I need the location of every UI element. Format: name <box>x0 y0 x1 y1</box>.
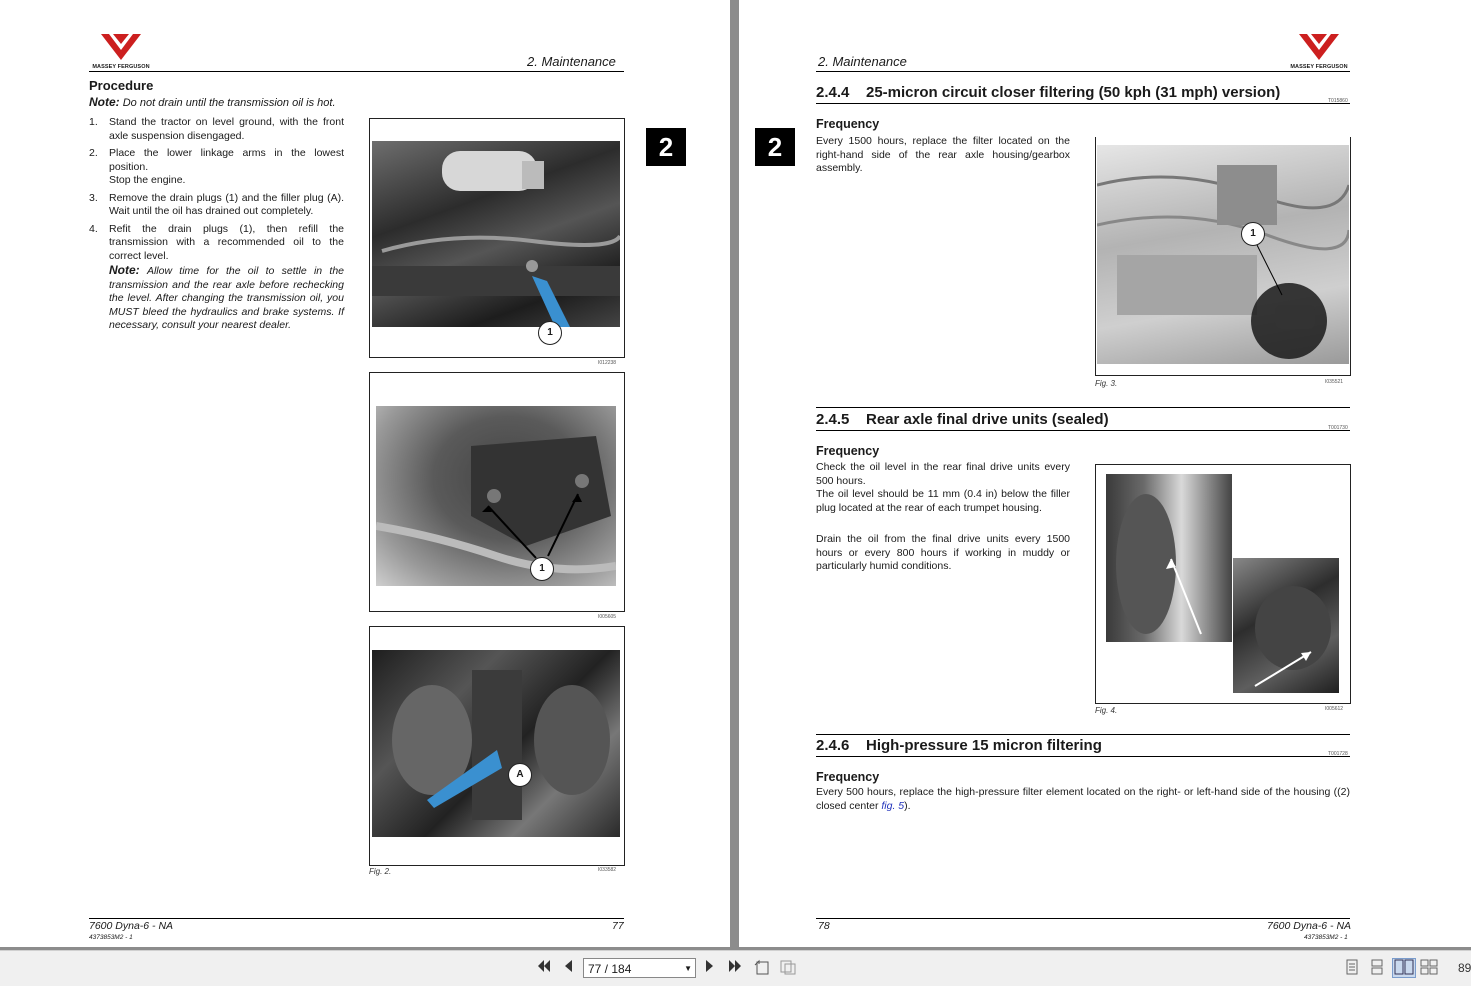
figure-caption: Fig. 2. <box>369 867 392 876</box>
intro-note <box>89 95 336 109</box>
right-page <box>739 0 1471 947</box>
figure-drain-plug <box>369 118 625 358</box>
chapter-tab: 2 <box>755 128 795 166</box>
two-page-continuous-icon <box>1420 959 1438 975</box>
header-rule <box>89 71 624 72</box>
frequency-heading: Frequency <box>816 117 880 131</box>
step-1: 1. Stand the tractor on level ground, with the front axle suspension disengaged. <box>89 116 344 142</box>
photo <box>372 141 620 327</box>
section-rule <box>816 103 1350 104</box>
page-indicator: 77 / 184 <box>588 962 632 976</box>
step-4-note: Note: Allow time for the oil to settle in the transmission and the rear axle before rechecking the level. After changing the transmission oil, you MUST bleed the hydraulics and brake systems. If necessary, consult your nearest dealer. <box>109 263 345 331</box>
header-title: 2. Maintenance <box>527 54 616 69</box>
first-page-icon <box>536 959 552 973</box>
callout-label: 1 <box>538 321 562 345</box>
section-text-2: The oil level should be 11 mm (0.4 in) below the filler plug located at the rear of each trumpet housing. <box>816 488 1070 514</box>
previous-page-icon <box>562 959 574 973</box>
figure-code: I033582 <box>598 867 617 873</box>
photo <box>372 650 620 837</box>
section-text: Every 500 hours, replace the high-pressure filter element located on the right- or left-hand side of the housing ((2) closed center fig. 5). <box>816 786 1350 812</box>
figure-code: I005612 <box>1325 706 1344 712</box>
header-rule <box>816 71 1350 72</box>
viewer-toolbar <box>0 950 1471 986</box>
footer-code: 4373853M2 - 1 <box>1304 934 1348 941</box>
figure-caption: Fig. 3. <box>1095 379 1118 388</box>
note-text: Do not drain until the transmission oil is hot. <box>122 97 336 109</box>
step-4: 4. Refit the drain plugs (1), then refill the transmission with a recommended oil to the correct level. Note: Allow time for the oil to settle in the transmission and the rear axle before rechecking the level. After changing the transmission oil, you MUST bleed the hydraulics and brake systems. If necessary, consult your nearest dealer. <box>89 222 345 331</box>
header-title: 2. Maintenance <box>818 54 907 69</box>
fit-button[interactable] <box>779 959 797 977</box>
section-ref: T001730 <box>1328 425 1348 431</box>
footer-rule <box>89 918 624 919</box>
figure-code: I012238 <box>598 360 617 366</box>
section-rule-top <box>816 734 1350 735</box>
photo-right <box>1233 558 1339 693</box>
section-text-1: Check the oil level in the rear final drive units every 500 hours. <box>816 461 1070 487</box>
next-page-button[interactable] <box>701 959 719 977</box>
fig-5-link[interactable]: fig. 5 <box>881 799 905 812</box>
footer-code: 4373853M2 - 1 <box>89 934 133 941</box>
single-page-view-button[interactable] <box>1343 959 1361 977</box>
footer-title: 7600 Dyna-6 - NA <box>1267 920 1352 932</box>
two-page-view-button[interactable] <box>1392 958 1416 978</box>
first-page-button[interactable] <box>535 959 553 977</box>
section-text-3: Drain the oil from the final drive units every 1500 hours or every 800 hours if working in muddy or particularly humid conditions. <box>816 533 1070 572</box>
brand-name: MASSEY FERGUSON <box>92 64 150 70</box>
footer-title: 7600 Dyna-6 - NA <box>89 920 174 932</box>
page-number-input[interactable] <box>583 958 696 978</box>
brand-name: MASSEY FERGUSON <box>1290 64 1348 70</box>
left-page <box>0 0 730 947</box>
photo-left <box>1106 474 1232 642</box>
single-page-icon <box>1345 959 1359 975</box>
callout-label: A <box>508 763 532 787</box>
chapter-tab: 2 <box>646 128 686 166</box>
two-page-icon <box>1394 959 1414 975</box>
figure-drain-plugs-axle <box>369 372 625 612</box>
frequency-heading: Frequency <box>816 444 880 458</box>
callout-label: 1 <box>530 557 554 581</box>
massey-ferguson-logo <box>1287 32 1351 70</box>
page-number: 78 <box>818 920 830 932</box>
dropdown-arrow-icon: ▼ <box>684 964 692 973</box>
last-page-icon <box>727 959 743 973</box>
step-2: 2. Place the lower linkage arms in the lowest position. Stop the engine. <box>89 147 344 186</box>
section-rule-top <box>816 407 1350 408</box>
continuous-view-button[interactable] <box>1368 959 1386 977</box>
step-3: 3. Remove the drain plugs (1) and the filler plug (A). Wait until the oil has drained out completely. <box>89 191 344 217</box>
figure-caption: Fig. 4. <box>1095 706 1118 715</box>
next-page-icon <box>704 959 716 973</box>
figure-filler-plug <box>369 626 625 866</box>
footer-rule <box>816 918 1350 919</box>
previous-page-button[interactable] <box>559 959 577 977</box>
last-page-button[interactable] <box>726 959 744 977</box>
section-ref: T015860 <box>1328 98 1348 104</box>
procedure-title: Procedure <box>89 78 154 93</box>
figure-code: I005605 <box>598 614 617 620</box>
continuous-page-icon <box>1370 959 1384 975</box>
section-rule <box>816 430 1350 431</box>
section-text: Every 1500 hours, replace the filter located on the right-hand side of the rear axle housing/gearbox assembly. <box>816 135 1070 174</box>
section-2-4-5-heading: 2.4.5 Rear axle final drive units (sealed) <box>816 411 1109 428</box>
section-rule <box>816 756 1350 757</box>
section-ref: T001728 <box>1328 751 1348 757</box>
fit-page-icon <box>779 959 797 975</box>
figure-4 <box>1095 464 1351 704</box>
page-number: 77 <box>612 920 624 932</box>
procedure-steps <box>89 116 344 337</box>
two-page-continuous-view-button[interactable] <box>1420 959 1438 977</box>
rotate-icon <box>753 959 771 975</box>
callout-label: 1 <box>1241 222 1265 246</box>
zoom-level[interactable]: 89 <box>1458 961 1471 975</box>
frequency-heading: Frequency <box>816 770 880 784</box>
figure-3 <box>1095 137 1351 376</box>
section-2-4-4-heading: 2.4.4 25-micron circuit closer filtering (50 kph (31 mph) version) <box>816 84 1281 101</box>
photo <box>1097 145 1349 364</box>
massey-ferguson-logo <box>89 32 153 70</box>
figure-code: I035521 <box>1325 379 1344 385</box>
rotate-button[interactable] <box>753 959 771 977</box>
note-label: Note: <box>89 95 120 109</box>
photo <box>376 406 616 586</box>
section-2-4-6-heading: 2.4.6 High-pressure 15 micron filtering <box>816 737 1102 754</box>
